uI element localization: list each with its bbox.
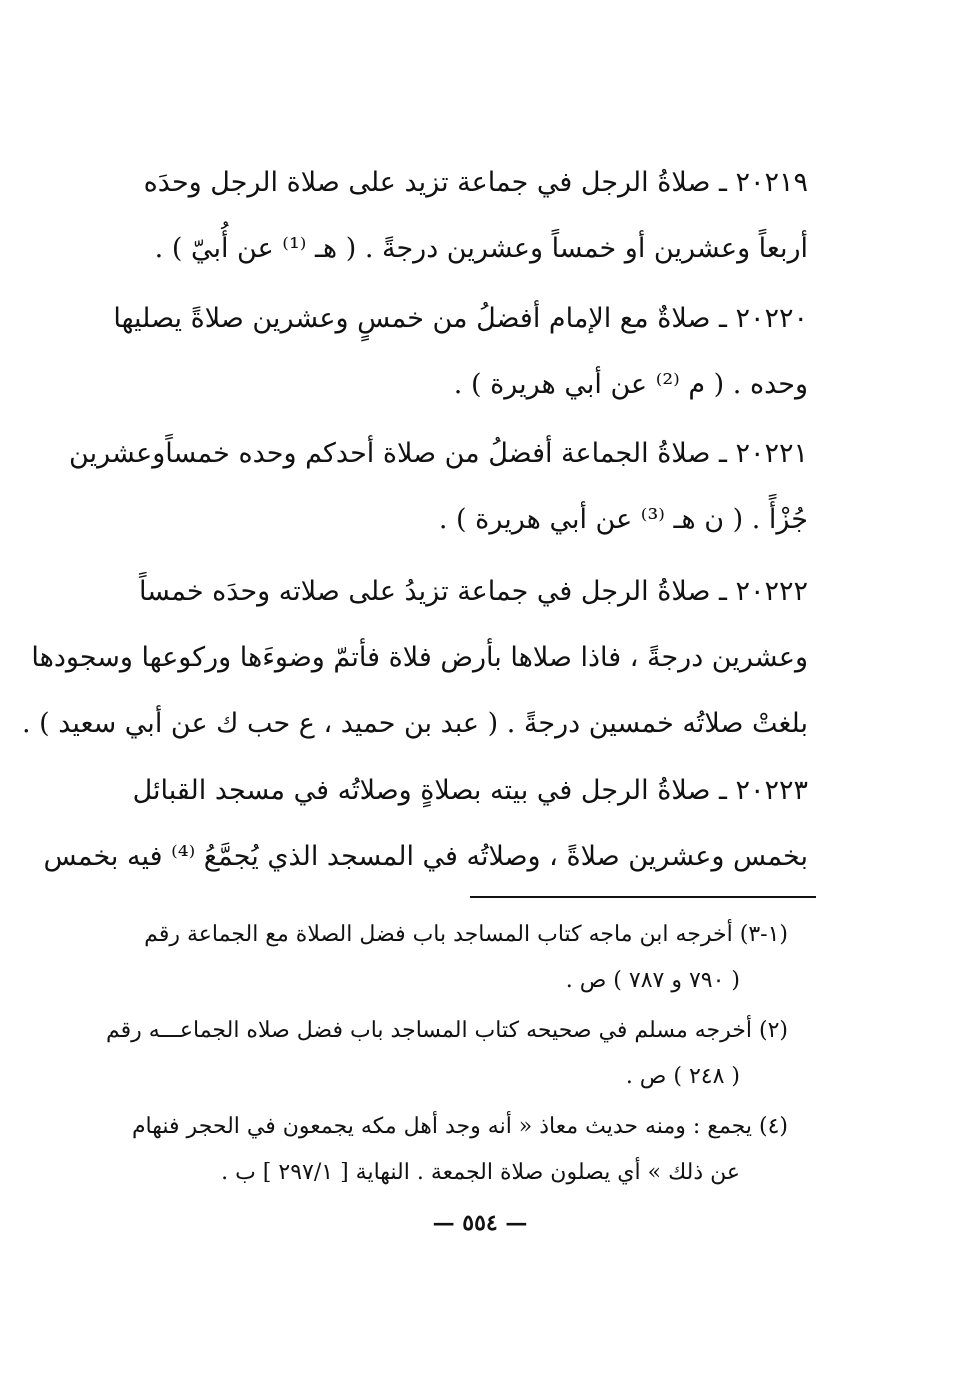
footnote — [108, 1104, 788, 1196]
footnote-line: (٤) يجمع : ومنه حديث معاذ « أنه وجد أهل مكه يجمعون في الحجر فنهام — [131, 1114, 788, 1139]
entry-line: ٢٠٢٢٣ ـ صلاةُ الرجل في بيته بصلاةٍ وصلاتُه في مسجد القبائل — [132, 775, 808, 806]
footnote — [108, 912, 788, 1004]
entry-line: وعشرين درجةً ، فاذا صلاها بأرض فلاة فأتمّ وضوءَها وركوعها وسجودها — [31, 642, 808, 673]
footnote-line: ( ٢٤٨ ) ص . — [625, 1064, 740, 1089]
hadith-entry — [69, 421, 808, 553]
entry-line: ٢٠٢١٩ ـ صلاةُ الرجل في جماعة تزيد على صلاة الرجل وحدَه — [143, 167, 808, 198]
entry-line: ٢٠٢٢٢ ـ صلاةُ الرجل في جماعة تزيدُ على صلاته وحدَه خمساً — [138, 576, 808, 607]
footnote-line: ( ٧٩٠ و ٧٨٧ ) ص . — [565, 968, 740, 993]
entry-line: ٢٠٢٢٠ ـ صلاةٌ مع الإمام أفضلُ من خمسٍ وعشرين صلاةً يصليها — [113, 303, 808, 334]
page-number: — ٥٥٤ — — [432, 1210, 528, 1236]
hadith-entry — [108, 150, 808, 282]
footnote-line: عن ذلك » أي يصلون صلاة الجمعة . النهاية [ ٢٩٧/١ ] ب . — [221, 1160, 740, 1185]
footnote — [105, 1008, 788, 1100]
entry-line: ٢٠٢٢١ ـ صلاةُ الجماعة أفضلُ من صلاة أحدكم وحده خمساًوعشرين — [69, 438, 808, 469]
footnote-divider — [470, 896, 816, 898]
footnote-line: (٢) أخرجه مسلم في صحيحه كتاب المساجد باب فضل صلاه الجماعـــه رقم — [105, 1018, 788, 1043]
entry-line: وحده . ( م ⁽²⁾ عن أبي هريرة ) . — [453, 369, 808, 400]
entry-line: أربعاً وعشرين أو خمساً وعشرين درجةً . ( هـ ⁽¹⁾ عن أُبيّ ) . — [154, 233, 808, 264]
footnote-line: (١-٣) أخرجه ابن ماجه كتاب المساجد باب فضل الصلاة مع الجماعة رقم — [144, 922, 788, 947]
hadith-entry — [21, 559, 808, 757]
entry-line: بخمس وعشرين صلاةً ، وصلاتُه في المسجد الذي يُجمَّعُ ⁽⁴⁾ فيه بخمس — [43, 841, 808, 872]
entry-line: جُزْأً . ( ن هـ ⁽³⁾ عن أبي هريرة ) . — [438, 504, 808, 535]
hadith-entry — [43, 758, 808, 890]
hadith-entry — [108, 286, 808, 418]
entry-line: بلغتْ صلاتُه خمسين درجةً . ( عبد بن حميد ، ع حب ك عن أبي سعيد ) . — [21, 708, 808, 739]
